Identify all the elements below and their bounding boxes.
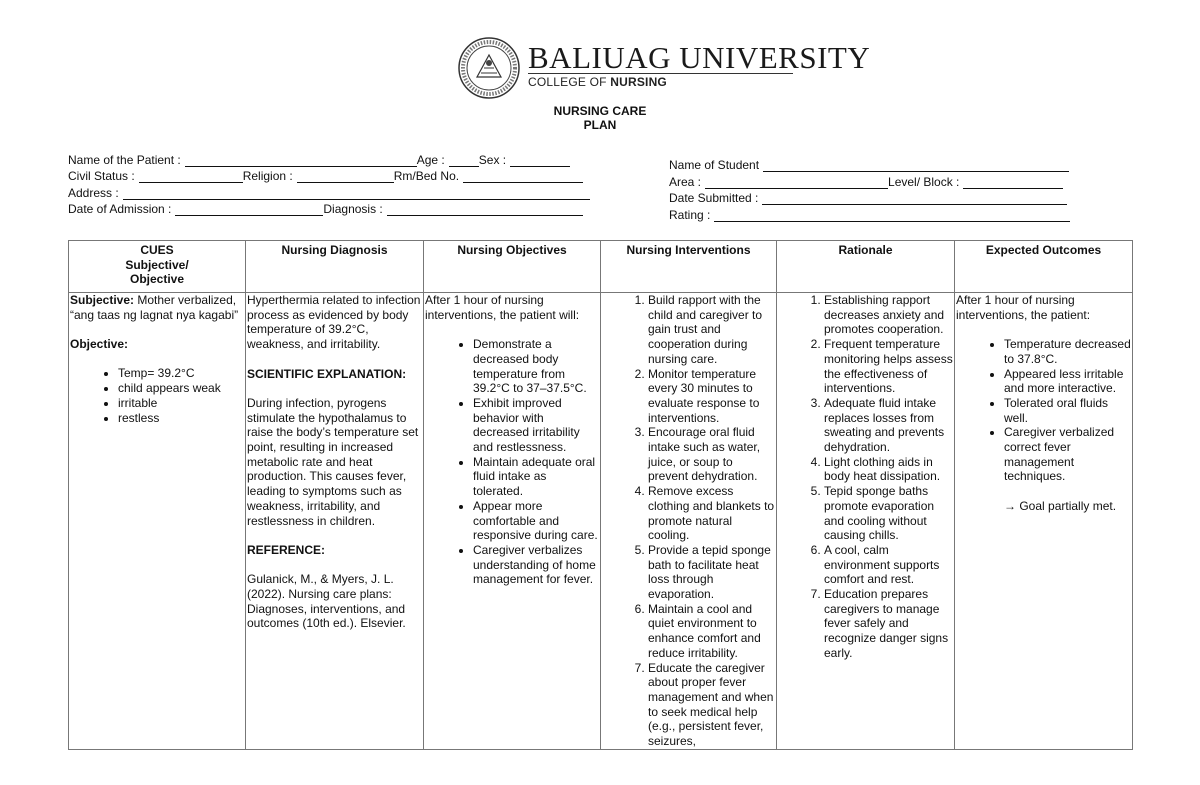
list-item: • Maintain adequate oral fluid intake as tolerated. (473, 455, 599, 499)
outcomes-intro: After 1 hour of nursing interventions, the patient: (956, 293, 1091, 322)
level-block-label: Level/ Block : (888, 175, 960, 189)
list-item: • Exhibit improved behavior with decreased irritability and restlessness. (473, 396, 599, 455)
civil-status-row (68, 169, 583, 183)
college-suffix: NURSING (610, 75, 667, 89)
religion-label: Religion : (242, 169, 293, 183)
list-item: 7. Educate the caregiver about proper fever management and when to seek medical help (e.g., persistent fever, seizures, (648, 661, 775, 749)
address-label: Address : (68, 186, 119, 200)
list-item: 3. Adequate fluid intake replaces losses from sweating and prevents dehydration. (824, 396, 953, 455)
list-item: • Temperature decreased to 37.8°C. (1004, 337, 1131, 366)
header-cues-line-3: Objective (129, 272, 185, 287)
header-nursing-diagnosis: Nursing Diagnosis (246, 241, 424, 293)
cues-cell (69, 293, 246, 750)
subjective-label: Subjective: (70, 293, 135, 307)
list-item: • Temp= 39.2°C (118, 366, 244, 381)
admission-field[interactable] (175, 203, 323, 216)
sex-field[interactable] (510, 154, 570, 167)
patient-name-label: Name of the Patient : (68, 153, 181, 167)
sex-label: Sex : (478, 153, 507, 167)
list-item: • Appeared less irritable and more interactive. (1004, 367, 1131, 396)
header-rationale: Rationale (777, 241, 955, 293)
list-item: 2. Monitor temperature every 30 minutes to evaluate response to interventions. (648, 367, 775, 426)
scientific-explanation-label: SCIENTIFIC EXPLANATION: (247, 366, 407, 381)
student-name-field[interactable] (763, 159, 1069, 172)
list-item: 5. Tepid sponge baths promote evaporation and cooling without causing chills. (824, 484, 953, 543)
evaluation-text: → Goal partially met. (1004, 498, 1117, 513)
reference-label: REFERENCE: (247, 542, 326, 557)
rationale-cell (777, 293, 955, 750)
list-item: • irritable (118, 396, 244, 411)
list-item: 4. Remove excess clothing and blankets to promote natural cooling. (648, 484, 775, 543)
address-row (68, 186, 590, 200)
objective-label: Objective: (70, 337, 129, 352)
rationale-list (778, 293, 953, 661)
header-nursing-objectives: Nursing Objectives (424, 241, 601, 293)
list-item: • Caregiver verbalizes understanding of home management for fever. (473, 543, 599, 587)
student-name-row (669, 158, 1069, 172)
diagnosis-label: Diagnosis : (323, 202, 383, 216)
student-name-label: Name of Student (669, 158, 760, 172)
area-field[interactable] (705, 176, 888, 189)
table-header-row (69, 241, 1133, 293)
list-item: • restless (118, 411, 244, 426)
area-row (669, 175, 1063, 189)
rm-bed-field[interactable] (463, 170, 583, 183)
university-seal-logo (458, 37, 520, 99)
interventions-cell (601, 293, 777, 750)
list-item: 1. Establishing rapport decreases anxiety and promotes cooperation. (824, 293, 953, 337)
reference-text: Gulanick, M., & Myers, J. L. (2022). Nursing care plans: Diagnoses, interventions, and outcomes (10th ed.). Elsevier. (247, 572, 406, 631)
subjective-cue (70, 293, 244, 322)
religion-field[interactable] (297, 170, 394, 183)
header-expected-outcomes: Expected Outcomes (955, 241, 1133, 293)
list-item: 2. Frequent temperature monitoring helps assess the effectiveness of interventions. (824, 337, 953, 396)
date-submitted-field[interactable] (762, 192, 1067, 205)
list-item: 3. Encourage oral fluid intake such as water, juice, or soup to prevent dehydration. (648, 425, 775, 484)
outcomes-list (956, 337, 1131, 484)
list-item: • Appear more comfortable and responsive during care. (473, 499, 599, 543)
nursing-care-plan-table (68, 240, 1133, 750)
document-title (540, 104, 660, 132)
rating-field[interactable] (714, 209, 1070, 222)
title-line-2: PLAN (583, 118, 617, 132)
college-prefix: COLLEGE OF (528, 75, 611, 89)
diagnosis-field[interactable] (387, 203, 583, 216)
address-field[interactable] (123, 187, 590, 200)
table-body-row (69, 293, 1133, 750)
title-line-1: NURSING CARE (553, 104, 647, 118)
objective-list (70, 366, 244, 425)
list-item: • Caregiver verbalized correct fever management techniques. (1004, 425, 1131, 484)
header-nursing-interventions: Nursing Interventions (601, 241, 777, 293)
list-item: 6. A cool, calm environment supports comfort and rest. (824, 543, 953, 587)
objectives-list (425, 337, 599, 587)
header-cues (69, 241, 246, 293)
header-cues-line-1: CUES (140, 243, 174, 257)
scientific-explanation-text: During infection, pyrogens stimulate the hypothalamus to raise the body’s temperature set point, resulting in increased metabolic rate and heat production. This causes fever, leading to symptoms such as weakness, irritability, and restlessness in children. (247, 395, 419, 528)
patient-name-field[interactable] (185, 154, 417, 167)
date-submitted-row (669, 191, 1067, 205)
area-label: Area : (669, 175, 702, 189)
university-name: BALIUAG UNIVERSITY (528, 40, 871, 75)
list-item: • Tolerated oral fluids well. (1004, 396, 1131, 425)
age-field[interactable] (449, 154, 479, 167)
list-item: 4. Light clothing aids in body heat dissipation. (824, 455, 953, 484)
list-item: 5. Provide a tepid sponge bath to facilitate heat loss through evaporation. (648, 543, 775, 602)
rating-row (669, 208, 1070, 222)
level-block-field[interactable] (963, 176, 1063, 189)
header-rule (528, 73, 793, 74)
admission-label: Date of Admission : (68, 202, 172, 216)
date-submitted-label: Date Submitted : (669, 191, 759, 205)
objectives-intro: After 1 hour of nursing interventions, the patient will: (425, 293, 580, 322)
outcomes-cell (955, 293, 1133, 750)
list-item: 1. Build rapport with the child and caregiver to gain trust and cooperation during nursing care. (648, 293, 775, 367)
subjective-text: Mother verbalized, “ang taas ng lagnat nya kagabi” (70, 293, 239, 322)
rm-bed-label: Rm/Bed No. (393, 169, 460, 183)
diagnosis-cell (246, 293, 424, 750)
interventions-list (602, 293, 775, 749)
college-name (528, 75, 667, 89)
list-item: 7. Education prepares caregivers to manage fever safely and recognize danger signs early. (824, 587, 953, 661)
diagnosis-statement: Hyperthermia related to infection process as evidenced by body temperature of 39.2°C, weakness, and irritability. (247, 293, 421, 352)
civil-status-field[interactable] (139, 170, 243, 183)
list-item: 6. Maintain a cool and quiet environment to enhance comfort and reduce irritability. (648, 602, 775, 661)
civil-status-label: Civil Status : (68, 169, 135, 183)
patient-name-row (68, 153, 570, 167)
objectives-cell (424, 293, 601, 750)
age-label: Age : (416, 153, 445, 167)
admission-row (68, 202, 583, 216)
rating-label: Rating : (669, 208, 711, 222)
list-item: • child appears weak (118, 381, 244, 396)
header-cues-line-2: Subjective/ (125, 257, 189, 272)
list-item: • Demonstrate a decreased body temperature from 39.2°C to 37–37.5°C. (473, 337, 599, 396)
